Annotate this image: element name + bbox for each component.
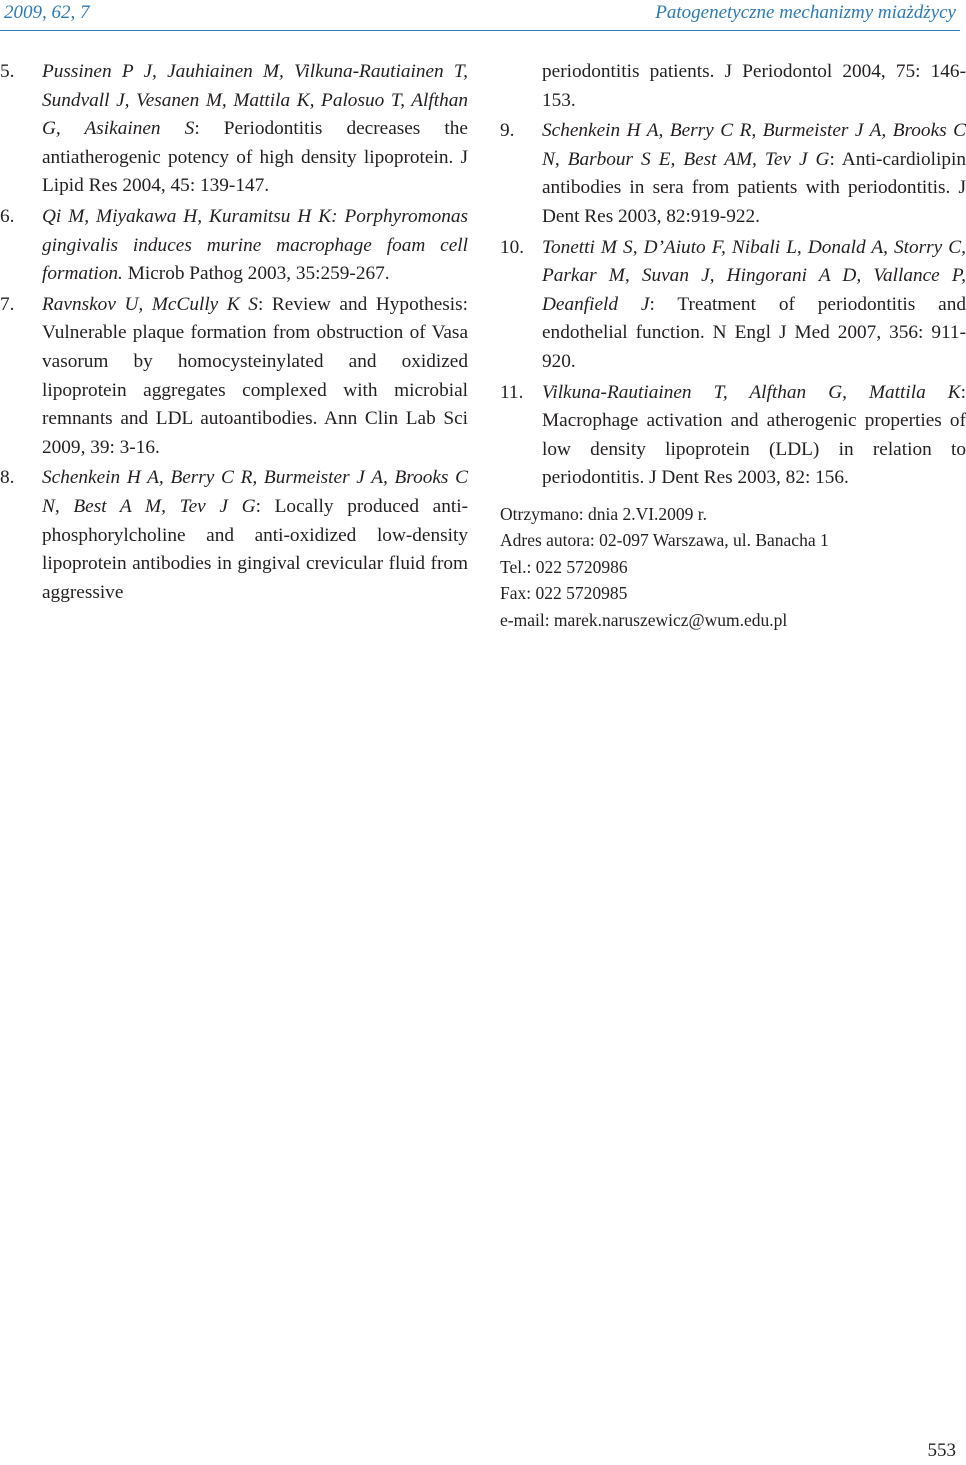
reference-authors: Qi M, Miyakawa H, Kuramitsu H K: Porphyromonas gingivalis induces murine macrophage foam cell formation. bbox=[42, 205, 468, 285]
reference-details: Microb Pathog 2003, 35:259-267. bbox=[122, 263, 390, 285]
reference-item bbox=[500, 117, 966, 231]
reference-text bbox=[42, 464, 468, 607]
reference-text bbox=[542, 234, 966, 377]
reference-authors: Tonetti M S, D’Aiuto F, Nibali L, Donald A, Storry C, Parkar M, Suvan J, Hingorani A D, Vallance P, Deanfield J bbox=[542, 236, 966, 315]
reference-authors: Pussinen P J, Jauhiainen M, Vilkuna-Rautiainen T, Sundvall J, Vesanen M, Mattila K, Palosuo T, Alfthan G, Asikainen S bbox=[42, 61, 468, 140]
reference-item bbox=[0, 203, 468, 289]
author-address: Adres autora: 02-097 Warszawa, ul. Banacha 1 bbox=[500, 530, 829, 551]
reference-item bbox=[500, 234, 966, 377]
reference-item bbox=[0, 58, 468, 201]
author-email: e-mail: marek.naruszewicz@wum.edu.pl bbox=[500, 609, 788, 630]
reference-number: 6. bbox=[0, 205, 15, 227]
left-column bbox=[0, 58, 468, 609]
reference-text bbox=[42, 291, 468, 463]
reference-details: : Periodontitis decreases the antiatherogenic potency of high density lipoprotein. J Lipid Res 2004, 45: 139-147. bbox=[42, 118, 468, 197]
reference-number: 11. bbox=[500, 381, 524, 403]
reference-item bbox=[0, 291, 468, 463]
reference-authors: Schenkein H A, Berry C R, Burmeister J A, Brooks C N, Best A M, Tev J G bbox=[42, 467, 468, 517]
page-number: 553 bbox=[927, 1440, 956, 1461]
article-running-title: Patogenetyczne mechanizmy miażdżycy bbox=[655, 2, 956, 23]
header-rule bbox=[0, 30, 960, 31]
reference-details: : Anti-cardiolipin antibodies in sera from patients with periodontitis. J Dent Res 2003, 82:919-922. bbox=[542, 148, 966, 227]
reference-authors: Vilkuna-Rautiainen T, Alfthan G, Mattila K bbox=[542, 381, 961, 403]
reference-number: 5. bbox=[0, 61, 15, 82]
reference-number: 9. bbox=[500, 120, 515, 142]
reference-number: 10. bbox=[500, 236, 525, 258]
journal-issue: 2009, 62, 7 bbox=[4, 2, 90, 23]
reference-authors: Schenkein H A, Berry C R, Burmeister J A, Brooks C N, Barbour S E, Best AM, Tev J G bbox=[542, 120, 966, 170]
reference-text bbox=[542, 117, 966, 231]
reference-details: : Treatment of periodontitis and endothelial function. N Engl J Med 2007, 356: 911-920. bbox=[542, 293, 966, 372]
right-column bbox=[500, 58, 966, 633]
received-date: Otrzymano: dnia 2.VI.2009 r. bbox=[500, 503, 708, 524]
reference-details: : Macrophage activation and atherogenic properties of low density lipoprotein (LDL) in relation to periodontitis. J Dent Res 2003, 82: 156. bbox=[542, 381, 966, 489]
reference-continuation: periodontitis patients. J Periodontol 2004, 75: 146-153. bbox=[542, 61, 966, 111]
reference-authors: Ravnskov U, McCully K S bbox=[42, 293, 258, 315]
reference-number: 7. bbox=[0, 293, 15, 315]
reference-text bbox=[42, 203, 468, 289]
author-contact-info bbox=[500, 501, 966, 634]
reference-item bbox=[500, 379, 966, 493]
author-fax: Fax: 022 5720985 bbox=[500, 583, 628, 604]
reference-details: : Review and Hypothesis: Vulnerable plaque formation from obstruction of Vasa vasorum by homocysteinylated and oxidized lipoprotein aggregates complexed with microbial remnants and LDL autoantibodies. Ann Clin Lab Sci 2009, 39: 3-16. bbox=[42, 293, 468, 458]
author-phone: Tel.: 022 5720986 bbox=[500, 556, 628, 577]
running-header bbox=[0, 0, 960, 30]
reference-text bbox=[542, 379, 966, 493]
reference-text bbox=[42, 58, 468, 201]
reference-details: : Locally produced anti-phosphorylcholine and anti-oxidized low-density lipoprotein antibodies in gingival crevicular fluid from aggressive bbox=[42, 495, 469, 603]
reference-item bbox=[0, 464, 468, 607]
reference-number: 8. bbox=[0, 467, 15, 489]
